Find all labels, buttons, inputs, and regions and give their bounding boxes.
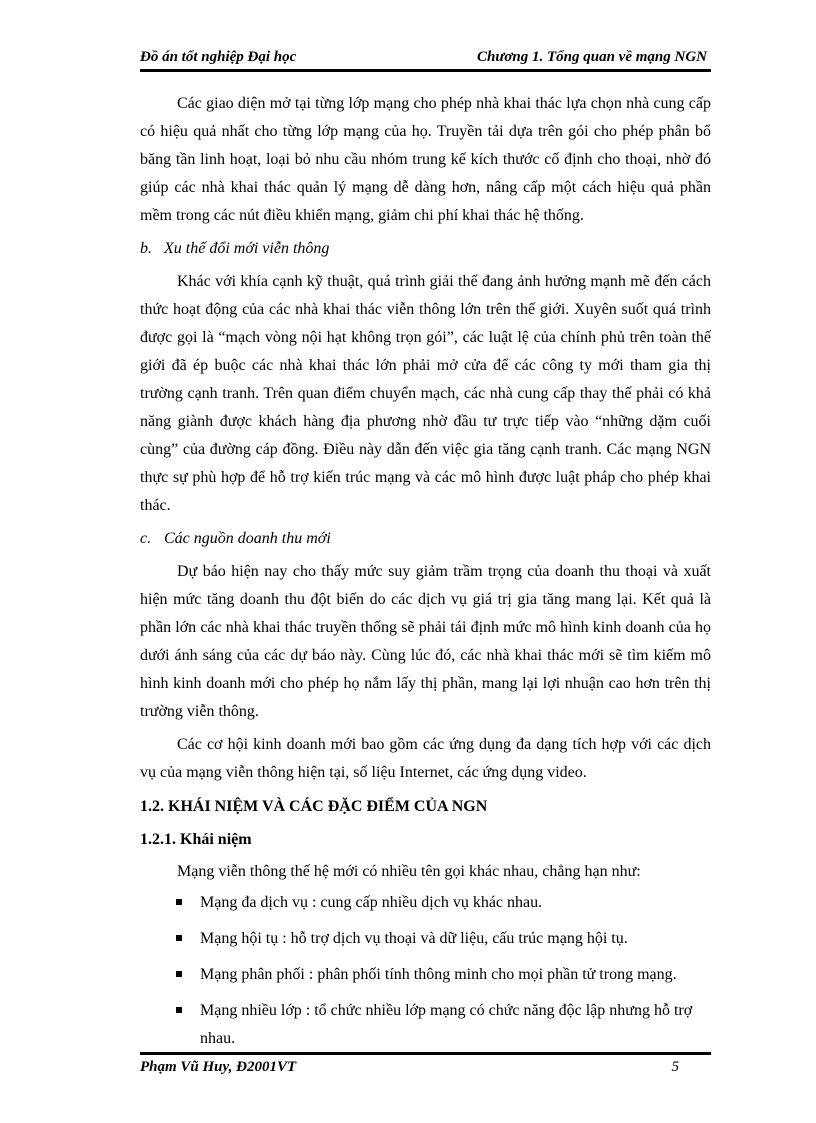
subheading-b — [140, 235, 711, 263]
subheading-c — [140, 525, 711, 553]
subsection-heading: 1.2.1. Khái niệm — [140, 831, 252, 848]
header-document-title: Đồ án tốt nghiệp Đại học — [140, 49, 297, 65]
square-bullet-icon — [176, 899, 182, 905]
list-item-text: Mạng phân phối : phân phối tính thông minh cho mọi phần tử trong mạng. — [200, 966, 677, 983]
paragraph-business-opportunities: Các cơ hội kinh doanh mới bao gồm các ứng dụng đa dạng tích hợp với các dịch vụ của mạng viễn thông hiện tại, số liệu Internet, các ứng dụng video. — [140, 736, 711, 781]
square-bullet-icon — [176, 971, 182, 977]
paragraph-revenue-forecast: Dự báo hiện nay cho thấy mức suy giảm trầm trọng của doanh thu thoại và xuất hiện mức tăng doanh thu đột biến do các dịch vụ giá trị gia tăng mang lại. Kết quả là phần lớn các nhà khai thác truyền thống sẽ phải tái định mức mô hình kinh doanh của họ dưới ánh sáng của các dự báo này. Cùng lúc đó, các nhà khai thác mới sẽ tìm kiếm mô hình kinh doanh mới cho phép họ nắm lấy thị phần, mang lại lợi nhuận cao hơn trên thị trường viễn thông. — [140, 563, 711, 720]
section-heading: 1.2. KHÁI NIỆM VÀ CÁC ĐẶC ĐIỂM CỦA NGN — [140, 798, 488, 815]
page-footer — [140, 1052, 711, 1079]
list-item — [140, 889, 711, 917]
square-bullet-icon — [176, 1007, 182, 1013]
list-item-text: Mạng hội tụ : hỗ trợ dịch vụ thoại và dữ liệu, cấu trúc mạng hội tụ. — [200, 930, 628, 947]
subheading-b-marker: b. — [140, 240, 152, 257]
ngn-names-list — [140, 889, 711, 1053]
subheading-b-text: Xu thế đổi mới viễn thông — [164, 240, 330, 257]
square-bullet-icon — [176, 935, 182, 941]
paragraph-telecom-trends: Khác với khía cạnh kỹ thuật, quá trình giải thể đang ảnh hưởng mạnh mẽ đến cách thức hoạt động của các nhà khai thác viễn thông lớn trên thế giới. Xuyên suốt quá trình được gọi là “mạch vòng nội hạt không trọn gói”, các luật lệ của chính phủ trên toàn thế giới đã ép buộc các nhà khai thác lớn phải mở cửa để các công ty mới tham gia thị trường cạnh tranh. Trên quan điểm chuyển mạch, các nhà cung cấp thay thế phải có khả năng giành được khách hàng địa phương nhờ đầu tư trực tiếp vào “những dặm cuối cùng” của đường cáp đồng. Điều này dẫn đến việc gia tăng cạnh tranh. Các mạng NGN thực sự phù hợp để hỗ trợ kiến trúc mạng và các mô hình được luật pháp cho phép khai thác. — [140, 273, 711, 514]
header-chapter-title: Chương 1. Tổng quan về mạng NGN — [477, 49, 707, 65]
list-item — [140, 925, 711, 953]
paragraph-open-interfaces: Các giao diện mở tại từng lớp mạng cho phép nhà khai thác lựa chọn nhà cung cấp có hiệu quả nhất cho từng lớp mạng của họ. Truyền tải dựa trên gói cho phép phân bổ băng tần linh hoạt, loại bỏ nhu cầu nhóm trung kế kích thước cố định cho thoại, nhờ đó giúp các nhà khai thác quản lý mạng dễ dàng hơn, nâng cấp một cách hiệu quả phần mềm trong các nút điều khiển mạng, giảm chi phí khai thác hệ thống. — [140, 95, 711, 224]
subheading-c-text: Các nguồn doanh thu mới — [164, 530, 331, 547]
list-item-text: Mạng đa dịch vụ : cung cấp nhiều dịch vụ khác nhau. — [200, 894, 543, 911]
list-item — [140, 997, 711, 1053]
page-header — [140, 47, 711, 72]
footer-author: Phạm Vũ Huy, Đ2001VT — [140, 1059, 297, 1075]
page-content — [140, 90, 711, 1061]
list-item-text: Mạng nhiều lớp : tổ chức nhiều lớp mạng có chức năng độc lập nhưng hỗ trợ nhau. — [200, 1002, 693, 1047]
subheading-c-marker: c. — [140, 530, 152, 547]
list-item — [140, 961, 711, 989]
page-number: 5 — [671, 1059, 679, 1075]
section-intro: Mạng viễn thông thế hệ mới có nhiều tên gọi khác nhau, chẳng hạn như: — [177, 863, 641, 880]
